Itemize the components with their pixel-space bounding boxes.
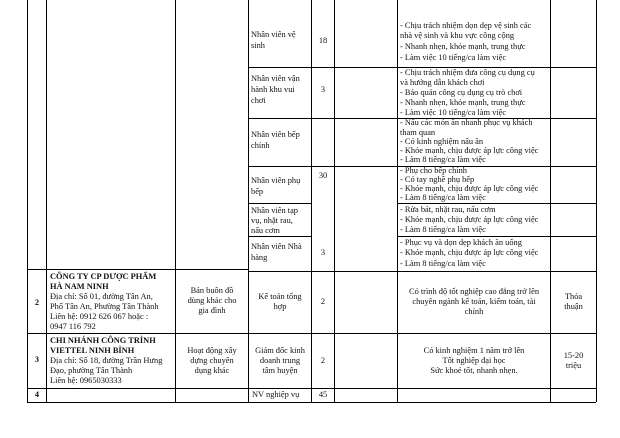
grid-line xyxy=(311,0,312,402)
company-info-line: Địa chỉ: Số 18, đường Trần Hưng xyxy=(50,356,163,365)
requirement-line: - Rửa bát, nhặt rau, nấu cơm xyxy=(400,205,496,214)
grid-line xyxy=(334,0,335,402)
requirement-line: - Chịu trách nhiệm dọn dẹp vệ sinh các xyxy=(400,21,532,30)
requirement-line: - Làm 8 tiếng/ca làm việc xyxy=(400,193,486,202)
job-title-line: Nhân viên vận xyxy=(251,74,300,83)
requirement-line: - Có kinh nghiệm nấu ăn xyxy=(400,137,484,146)
requirement-line: - Chịu trách nhiệm đưa công cụ dụng cụ xyxy=(400,68,535,77)
job-title-line: nấu cơm xyxy=(251,226,280,235)
kitchen-group-quantity: 30 xyxy=(318,171,328,180)
company-name-line: VIETTEL NINH BÌNH xyxy=(50,346,135,355)
company-name-line: HÀ NAM NINH xyxy=(50,282,109,291)
grid-line xyxy=(397,236,596,237)
job-title-line: hành khu vui xyxy=(251,85,295,94)
requirement-line: và hướng dẫn khách chơi xyxy=(400,78,485,87)
requirement-line: - Làm việc 10 tiếng/ca làm việc xyxy=(400,53,507,62)
job-quantity: 18 xyxy=(318,36,328,45)
company-info-line: 0947 116 792 xyxy=(50,322,96,331)
grid-line xyxy=(27,269,248,270)
grid-line xyxy=(248,271,596,272)
business-field-line: dựng chuyên xyxy=(190,356,234,365)
requirement-line: - Nấu các món ăn nhanh phục vụ khách xyxy=(400,118,533,127)
requirement-line: chính xyxy=(464,307,484,316)
job-title-line: Nhân viên bếp xyxy=(251,130,300,139)
job-quantity: 2 xyxy=(320,356,326,365)
job-title-line: chơi xyxy=(251,96,266,105)
salary-line: 15-20 xyxy=(563,351,584,360)
company-info-line: Phố Tân An, Phường Tân Thành xyxy=(50,302,159,311)
requirement-line: - Khỏe mạnh, chịu được áp lực công việc xyxy=(400,215,539,224)
company-name-line: CHI NHÁNH CÔNG TRÌNH xyxy=(50,336,156,345)
requirement-line: - Phụ cho bếp chính xyxy=(400,166,467,175)
job-title-line: vụ, nhặt rau, xyxy=(251,216,293,225)
job-title-line: Nhân viên Nhà xyxy=(251,242,302,251)
salary-line: Thỏa xyxy=(564,292,583,301)
requirement-line: - Làm 8 tiếng/ca làm việc xyxy=(400,155,486,164)
requirement-line: nhà vệ sinh và khu vực công cộng xyxy=(400,31,515,40)
job-title-line: hợp xyxy=(273,302,287,311)
job-quantity: 3 xyxy=(320,248,326,257)
requirement-line: - Làm việc 10 tiếng/ca làm việc xyxy=(400,108,507,117)
company-name-line: CÔNG TY CP DƯỢC PHẨM xyxy=(50,272,157,281)
job-title-line: doanh trung xyxy=(259,356,301,365)
grid-line xyxy=(248,0,249,402)
requirement-line: - Nhanh nhẹn, khỏe mạnh, trung thực xyxy=(400,42,526,51)
requirement-line: - Làm 8 tiếng/ca làm việc xyxy=(400,259,486,268)
requirement-line: - Bảo quản công cụ dụng cụ trò chơi xyxy=(400,88,523,97)
grid-line xyxy=(397,0,398,402)
requirement-line: Sức khoẻ tốt, nhanh nhẹn. xyxy=(430,366,518,375)
requirement-line: chuyên ngành kế toán, kiểm toán, tài xyxy=(412,297,536,306)
grid-line xyxy=(175,0,176,402)
business-field-line: dùng khác cho xyxy=(187,296,237,305)
job-title-line: NV nghiệp vụ xyxy=(252,390,300,399)
requirement-line: - Có tay nghề phụ bếp xyxy=(400,175,475,184)
grid-line xyxy=(596,0,597,402)
job-title-line: Giám đốc kinh xyxy=(255,346,305,355)
requirement-line: Có trình độ tốt nghiệp cao đẳng trở lên xyxy=(408,287,540,296)
row-number: 2 xyxy=(34,298,40,307)
company-info-line: Địa chỉ: Số 01, đường Tân An, xyxy=(50,292,153,301)
requirement-line: - Khỏe mạnh, chịu được áp lực công việc xyxy=(400,248,539,257)
job-title-line: chính xyxy=(251,141,270,150)
job-title-line: Nhân viên tạp xyxy=(251,206,298,215)
requirement-line: - Khỏe mạnh, chịu được áp lực công việc xyxy=(400,184,539,193)
job-quantity: 3 xyxy=(320,85,326,94)
business-field-line: Hoạt động xây xyxy=(187,346,237,355)
company-info-line: Liên hệ: 0912 626 067 hoặc : xyxy=(50,312,149,321)
business-field-line: Bán buôn đồ xyxy=(190,286,234,295)
requirement-line: - Nhanh nhẹn, khỏe mạnh, trung thực xyxy=(400,98,526,107)
requirement-line: tham quan xyxy=(400,128,436,137)
row-number: 4 xyxy=(34,390,40,399)
requirement-line: - Làm 8 tiếng/ca làm việc xyxy=(400,225,486,234)
job-quantity: 45 xyxy=(318,390,328,399)
requirement-line: Có kinh nghiệm 1 năm trở lên xyxy=(423,346,525,355)
grid-line xyxy=(27,0,28,402)
grid-line xyxy=(27,402,596,403)
salary-line: thuận xyxy=(564,302,583,311)
job-title-line: bếp xyxy=(251,187,264,196)
job-title-line: hàng xyxy=(251,253,268,262)
job-title-line: sinh xyxy=(251,41,265,50)
job-title-line: Kế toán tổng xyxy=(258,292,302,301)
grid-line xyxy=(248,236,311,237)
job-title-line: tâm huyện xyxy=(262,366,298,375)
business-field-line: gia đình xyxy=(198,306,226,315)
requirement-line: - Phục vụ và dọn dẹp khách ăn uống xyxy=(400,238,522,247)
grid-line xyxy=(248,203,311,204)
requirement-line: Tốt nghiệp đại học xyxy=(442,356,506,365)
company-info-line: Liên hệ: 0965030333 xyxy=(50,376,122,385)
grid-line xyxy=(46,0,47,402)
salary-line: triệu xyxy=(565,361,582,370)
company-info-line: Đạo, phường Tân Thành xyxy=(50,366,133,375)
grid-line xyxy=(550,0,551,402)
business-field-line: dụng khác xyxy=(194,366,230,375)
job-title-line: Nhân viên phụ xyxy=(251,176,301,185)
grid-line xyxy=(397,203,596,204)
row-number: 3 xyxy=(34,355,40,364)
requirement-line: - Khỏe mạnh, chịu được áp lực công việc xyxy=(400,146,539,155)
job-title-line: Nhân viên vệ xyxy=(251,30,296,39)
job-quantity: 2 xyxy=(320,297,326,306)
